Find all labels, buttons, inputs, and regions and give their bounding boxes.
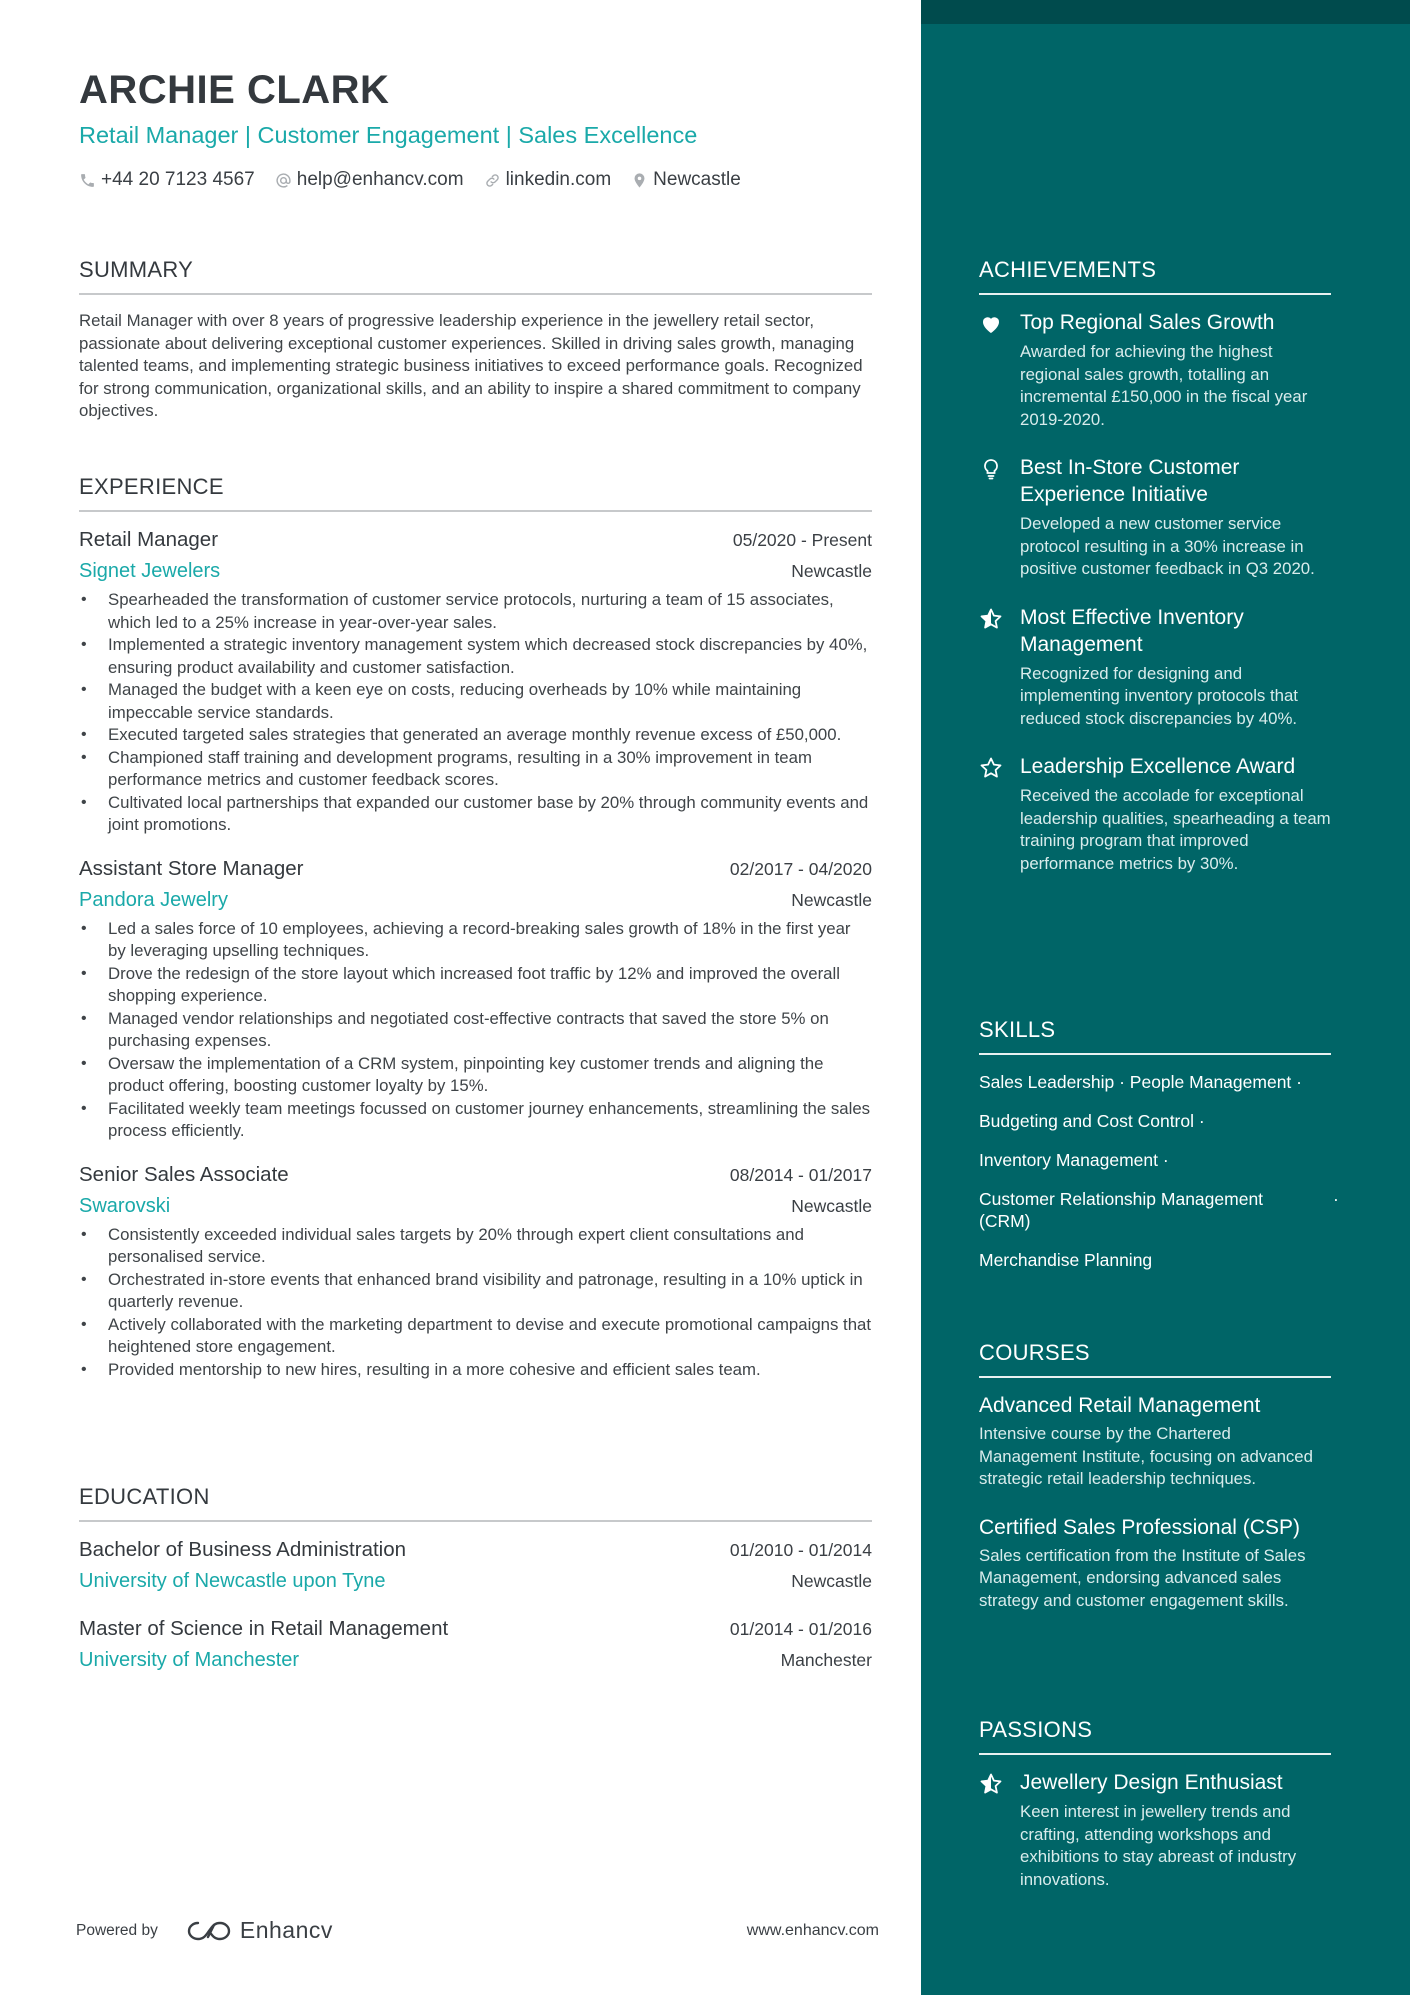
education-heading: EDUCATION (79, 1484, 210, 1509)
bullet-item: • Implemented a strategic inventory management system which decreased stock discrepancies by 40%, ensuring product availability and customer satisfaction. (79, 634, 872, 679)
summary-heading: SUMMARY (79, 257, 194, 282)
achievement-item (979, 454, 1331, 581)
job-dates: 05/2020 - Present (732, 530, 872, 550)
course-item (979, 1392, 1331, 1491)
job-bullets (79, 1224, 872, 1382)
heart-icon (979, 312, 1003, 336)
bullet-item: • Managed the budget with a keen eye on costs, reducing overheads by 10% while maintaining impeccable service standards. (79, 679, 872, 724)
school-location: Newcastle (791, 1571, 872, 1591)
summary-text: Retail Manager with over 8 years of progressive leadership experience in the jewellery retail sector, passionate about delivering exceptional customer experiences. Skilled in driving sales growth, managing talented teams, and implementing strategic business initiatives to exceed performance goals. Recognized for strong communication, organizational skills, and an ability to inspire a shared commitment to company objectives. (79, 311, 863, 420)
candidate-headline: Retail Manager | Customer Engagement | Sales Excellence (79, 122, 698, 148)
link-icon (484, 172, 501, 189)
bullet-item: • Orchestrated in-store events that enhanced brand visibility and patronage, resulting in a 10% uptick in quarterly revenue. (79, 1269, 872, 1314)
bullet-item: • Cultivated local partnerships that expanded our customer base by 20% through community events and joint promotions. (79, 792, 872, 837)
job-location: Newcastle (791, 1195, 872, 1216)
job-title: Senior Sales Associate (79, 1162, 289, 1186)
job-company: Pandora Jewelry (79, 888, 228, 911)
section-divider (979, 1753, 1331, 1755)
sidebar-top-bar (921, 0, 1410, 24)
achievements-section (979, 257, 1331, 875)
achievement-title: Top Regional Sales Growth (1020, 311, 1275, 334)
degree-title: Master of Science in Retail Management (79, 1617, 449, 1640)
job-dates: 02/2017 - 04/2020 (729, 858, 872, 879)
course-description: Intensive course by the Chartered Management Institute, focusing on advanced strategic retail leadership techniques. (979, 1424, 1313, 1488)
section-divider (979, 293, 1331, 295)
bullet-item: • Executed targeted sales strategies that generated an average monthly revenue excess of £50,000. (79, 724, 872, 747)
website-link[interactable]: www.enhancv.com (746, 1921, 879, 1939)
phone-icon (79, 172, 96, 189)
skill-item: Sales Leadership · People Management · (979, 1072, 1302, 1092)
achievement-description: Awarded for achieving the highest regional sales growth, totalling an incremental £150,000 in the fiscal year 2019-2020. (1020, 342, 1308, 429)
education-dates: 01/2010 - 01/2014 (729, 1540, 872, 1560)
job-dates: 08/2014 - 01/2017 (729, 1164, 872, 1185)
powered-by-label: Powered by (76, 1921, 158, 1939)
job-entry (79, 1163, 872, 1382)
education-section (79, 1484, 872, 1672)
school-name: University of Manchester (79, 1649, 300, 1671)
bullet-item: • Led a sales force of 10 employees, achieving a record-breaking sales growth of 18% in the first year by leveraging upselling techniques. (79, 918, 872, 963)
job-company: Swarovski (79, 1194, 171, 1217)
footer (76, 1917, 879, 1944)
achievement-description: Received the accolade for exceptional leadership qualities, spearheading a team training program that improved performance metrics by 30%. (1020, 786, 1331, 873)
experience-section (79, 474, 872, 1381)
half-star-icon (979, 607, 1003, 631)
bullet-item: • Facilitated weekly team meetings focussed on customer journey enhancements, streamlining the sales process efficiently. (79, 1098, 872, 1143)
degree-title: Bachelor of Business Administration (79, 1538, 407, 1561)
skill-separator: · (1333, 1189, 1339, 1209)
section-divider (979, 1053, 1331, 1055)
summary-section (79, 257, 872, 423)
course-title: Certified Sales Professional (CSP) (979, 1515, 1300, 1539)
course-title: Advanced Retail Management (979, 1394, 1261, 1417)
education-entry (79, 1538, 872, 1593)
course-description: Sales certification from the Institute of Sales Management, endorsing advanced sales strategy and customer engagement skills. (979, 1545, 1306, 1610)
bullet-item: • Spearheaded the transformation of customer service protocols, nurturing a team of 15 associates, which led to a 25% increase in year-over-year sales. (79, 589, 872, 634)
skill-item: Inventory Management · (979, 1150, 1169, 1170)
candidate-name: ARCHIE CLARK (79, 68, 390, 112)
school-name: University of Newcastle upon Tyne (79, 1570, 386, 1592)
passions-section (979, 1717, 1331, 1891)
location-text: Newcastle (653, 169, 741, 190)
courses-section (979, 1340, 1331, 1612)
job-entry (79, 528, 872, 837)
bullet-item: • Consistently exceeded individual sales targets by 20% through expert client consultations and personalised service. (79, 1224, 872, 1269)
contact-location (631, 169, 741, 191)
bullet-item: • Actively collaborated with the marketing department to devise and execute promotional campaigns that heightened store engagement. (79, 1314, 872, 1359)
skill-item (979, 1188, 1339, 1232)
half-star-icon (979, 1772, 1003, 1796)
job-company: Signet Jewelers (79, 560, 221, 582)
achievement-title: Best In-Store Customer Experience Initiative (1020, 456, 1240, 506)
passion-title: Jewellery Design Enthusiast (1020, 1771, 1283, 1794)
achievement-title: Leadership Excellence Award (1020, 755, 1296, 778)
experience-heading: EXPERIENCE (79, 474, 224, 499)
skill-text: Customer Relationship Management (CRM) (979, 1189, 1264, 1231)
bullet-item: • Provided mentorship to new hires, resulting in a more cohesive and efficient sales team. (79, 1359, 872, 1382)
passion-item (979, 1769, 1331, 1891)
linkedin-link: linkedin.com (505, 169, 612, 190)
skill-item: Merchandise Planning (979, 1250, 1153, 1270)
job-entry (79, 857, 872, 1143)
achievement-description: Recognized for designing and implementing inventory protocols that reduced stock discrepancies by 40%. (1020, 663, 1298, 728)
job-title: Assistant Store Manager (79, 856, 304, 880)
bullet-item: • Managed vendor relationships and negotiated cost-effective contracts that saved the store 5% on purchasing expenses. (79, 1008, 872, 1053)
phone-number: +44 20 7123 4567 (101, 169, 255, 190)
skills-heading: SKILLS (979, 1017, 1056, 1042)
enhancv-brand: Enhancv (239, 1917, 333, 1943)
education-dates: 01/2014 - 01/2016 (729, 1619, 872, 1639)
job-title: Retail Manager (79, 528, 219, 551)
passions-heading: PASSIONS (979, 1717, 1093, 1742)
at-icon (275, 172, 292, 189)
achievement-item (979, 753, 1331, 875)
achievement-title: Most Effective Inventory Management (1020, 605, 1244, 656)
course-item (979, 1514, 1331, 1613)
lightbulb-icon (979, 457, 1003, 481)
skill-item: Budgeting and Cost Control · (979, 1111, 1205, 1131)
skills-section (979, 1017, 1339, 1271)
courses-heading: COURSES (979, 1340, 1090, 1365)
contact-phone[interactable] (79, 169, 255, 191)
section-divider (79, 1520, 872, 1522)
star-outline-icon (979, 756, 1003, 780)
job-location: Newcastle (791, 889, 872, 910)
job-location: Newcastle (791, 561, 872, 581)
job-bullets (79, 918, 872, 1143)
powered-by (76, 1917, 333, 1944)
bullet-item: • Oversaw the implementation of a CRM system, pinpointing key customer trends and aligning the product offering, boosting customer loyalty by 15%. (79, 1053, 872, 1098)
achievements-heading: ACHIEVEMENTS (979, 257, 1157, 282)
location-pin-icon (631, 172, 648, 189)
achievement-item (979, 604, 1331, 731)
bullet-item: • Drove the redesign of the store layout which increased foot traffic by 12% and improved the overall shopping experience. (79, 963, 872, 1008)
section-divider (979, 1376, 1331, 1378)
email-address: help@enhancv.com (296, 169, 464, 190)
contact-bar (79, 169, 761, 191)
enhancv-logo-icon (186, 1919, 232, 1943)
job-bullets (79, 589, 872, 837)
achievement-item (979, 309, 1331, 431)
contact-email[interactable] (275, 169, 464, 191)
contact-linkedin[interactable] (484, 169, 612, 191)
education-entry (79, 1617, 872, 1672)
achievement-description: Developed a new customer service protocol resulting in a 30% increase in positive customer feedback in Q3 2020. (1020, 514, 1315, 578)
section-divider (79, 510, 872, 512)
passion-description: Keen interest in jewellery trends and crafting, attending workshops and exhibitions to stay abreast of industry innovations. (1020, 1802, 1297, 1889)
school-location: Manchester (780, 1650, 872, 1670)
section-divider (79, 293, 872, 295)
bullet-item: • Championed staff training and development programs, resulting in a 30% improvement in team performance metrics and customer feedback scores. (79, 747, 872, 792)
